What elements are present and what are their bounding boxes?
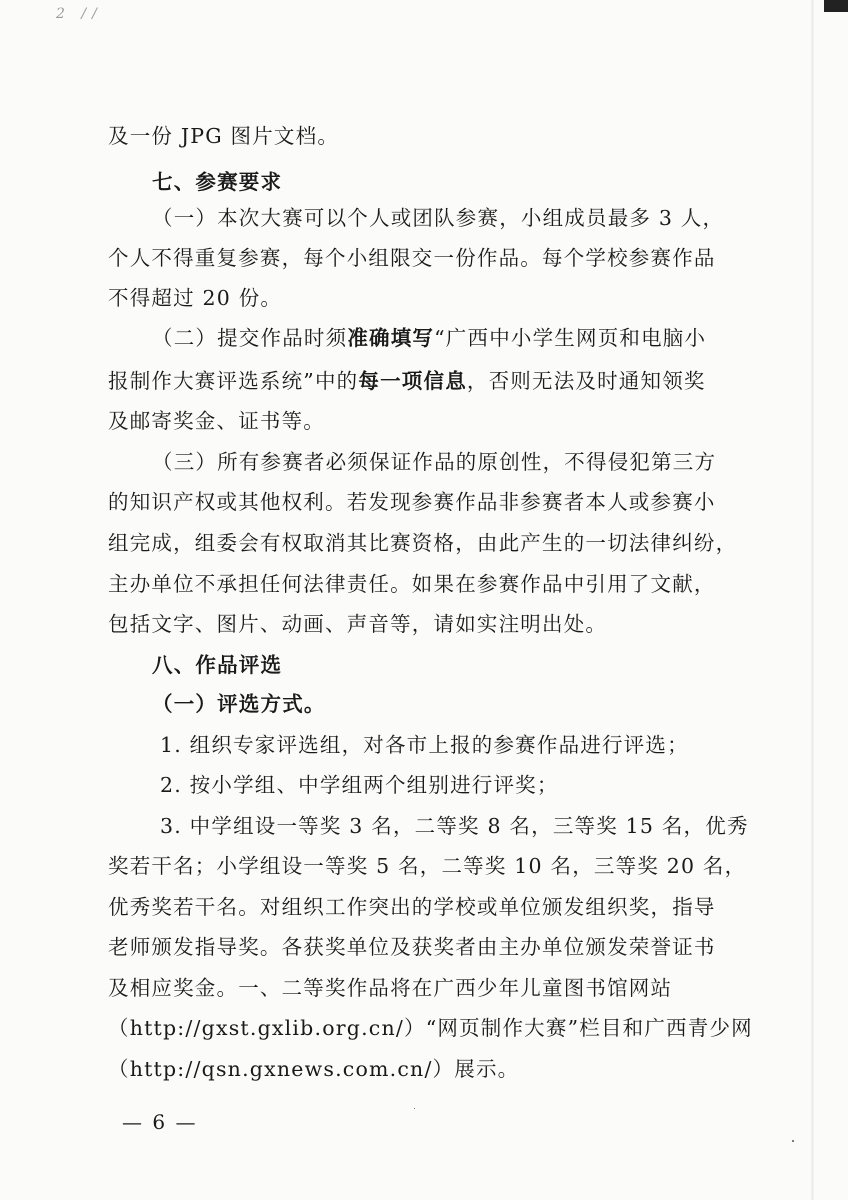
text-run: “广西中小学生网页和电脑小	[434, 326, 707, 350]
list-item: 1. 组织专家评选组，对各市上报的参赛作品进行评选；	[160, 733, 689, 757]
scan-speck	[792, 1140, 794, 1142]
paragraph-line: 包括文字、图片、动画、声音等，请如实注明出处。	[108, 612, 608, 636]
paragraph-line: 及邮寄奖金、证书等。	[108, 409, 325, 433]
text-line: 及一份 JPG 图片文档。	[108, 124, 340, 148]
paragraph-line: 的知识产权或其他权利。若发现参赛作品非参赛者本人或参赛小	[108, 490, 716, 514]
paragraph-line: （http://qsn.gxnews.com.cn/）展示。	[108, 1057, 520, 1081]
paragraph-line: 个人不得重复参赛，每个小组限交一份作品。每个学校参赛作品	[108, 246, 716, 270]
emphasis-text: 准确填写	[347, 326, 435, 350]
text-run: 报制作大赛评选系统”中的	[108, 369, 359, 393]
paragraph-line: 优秀奖若干名。对组织工作突出的学校或单位颁发组织奖，指导	[108, 895, 716, 919]
scan-speck	[414, 1108, 415, 1109]
paragraph-line: （一）本次大赛可以个人或团队参赛，小组成员最多 3 人，	[152, 206, 725, 230]
text-run: （二）提交作品时须	[152, 326, 348, 350]
emphasis-text: 每一项信息	[358, 369, 467, 393]
section-heading-8: 八、作品评选	[152, 653, 283, 677]
page-number: — 6 —	[122, 1110, 198, 1134]
text-run: ，否则无法及时通知领奖	[466, 369, 706, 393]
paragraph-line: 组完成，组委会有权取消其比赛资格，由此产生的一切法律纠纷，	[108, 531, 738, 555]
paragraph-line: 老师颁发指导奖。各获奖单位及获奖者由主办单位颁发荣誉证书	[108, 935, 716, 959]
paragraph-line: 及相应奖金。一、二等奖作品将在广西少年儿童图书馆网站	[108, 976, 673, 1000]
paragraph-line	[108, 367, 706, 395]
page-fold-shadow	[811, 0, 814, 1200]
subsection-heading: （一）评选方式。	[152, 692, 326, 716]
scan-edge-mark	[824, 0, 848, 12]
paragraph-line: 不得超过 20 份。	[108, 286, 283, 310]
paragraph-line: （http://gxst.gxlib.org.cn/）“网页制作大赛”栏目和广西青少网	[108, 1016, 753, 1040]
paragraph-line: 主办单位不承担任何法律责任。如果在参赛作品中引用了文献，	[108, 572, 716, 596]
corner-handwritten-note: 2 //	[56, 6, 103, 22]
paragraph-line: 奖若干名；小学组设一等奖 5 名，二等奖 10 名，三等奖 20 名，	[108, 854, 747, 878]
list-item: 3. 中学组设一等奖 3 名，二等奖 8 名，三等奖 15 名，优秀	[160, 814, 749, 838]
paragraph-line	[152, 324, 706, 352]
section-heading-7: 七、参赛要求	[152, 170, 283, 194]
list-item: 2. 按小学组、中学组两个组别进行评奖；	[160, 773, 559, 797]
paragraph-line: （三）所有参赛者必须保证作品的原创性，不得侵犯第三方	[152, 450, 717, 474]
